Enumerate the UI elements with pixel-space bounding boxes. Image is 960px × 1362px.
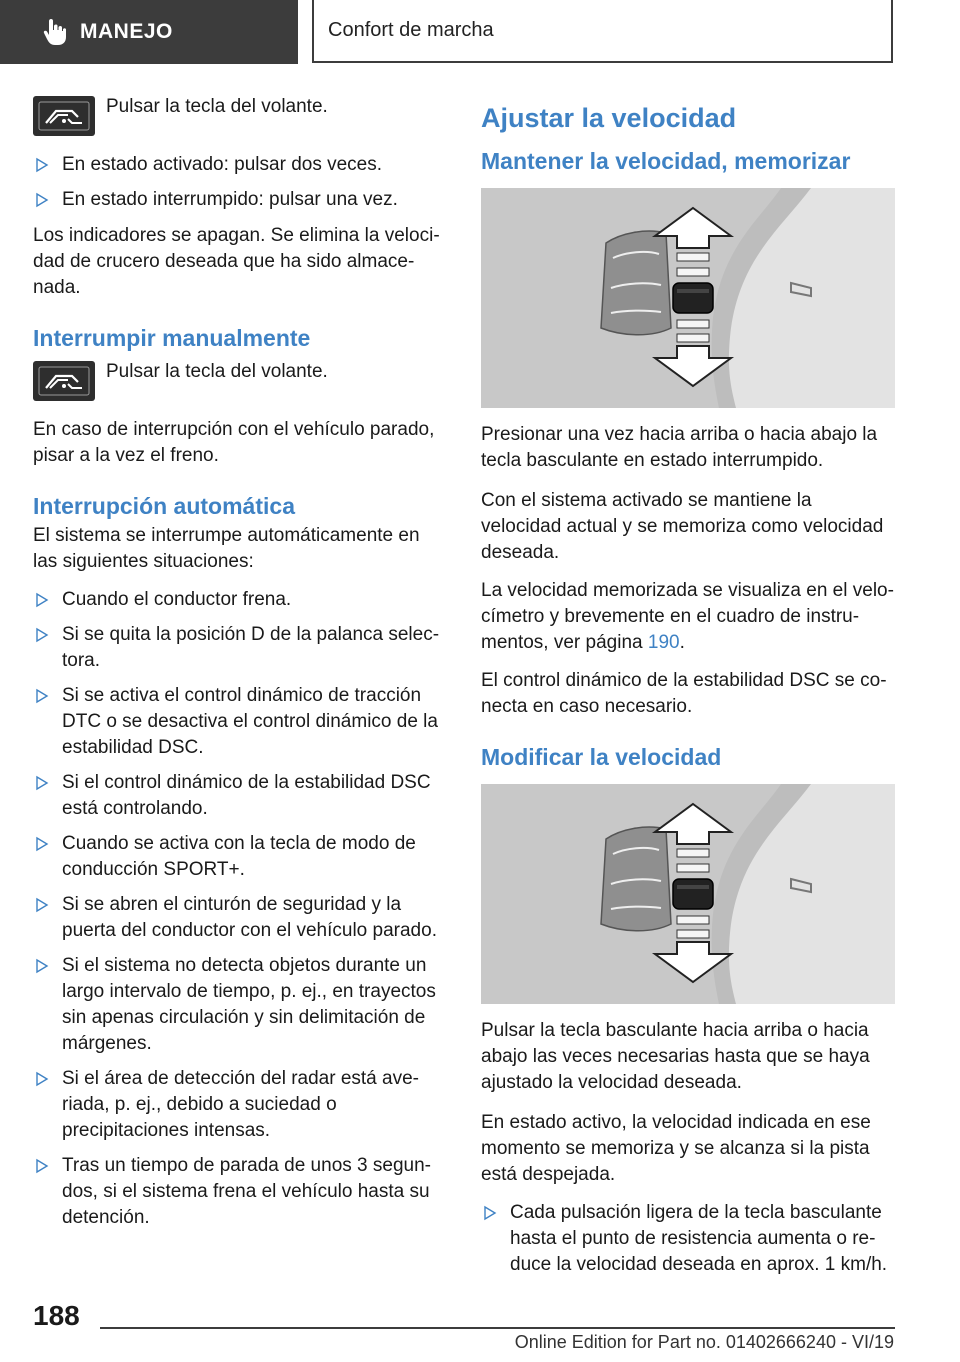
heading-manual: Interrumpir manualmente	[33, 325, 311, 351]
keep-paragraph-2: Con el sistema activado se mantiene la velocidad actual y se memoriza como velocidad deseada.	[481, 490, 884, 563]
triangle-bullet-icon	[35, 190, 49, 210]
list-item: Si se quita la posición D de la palanca selectora.	[33, 622, 440, 674]
keep-paragraph-4: El control dinámico de la estabilidad DSC se conecta en caso necesario.	[481, 670, 887, 717]
keep-paragraph-1: Presionar una vez hacia arriba o hacia abajo la tecla basculante en estado interrumpido.	[481, 424, 878, 471]
section-title: MANEJO	[80, 20, 173, 43]
triangle-bullet-icon	[35, 895, 49, 915]
triangle-bullet-icon	[35, 834, 49, 854]
steering-wheel-figure-2	[481, 784, 895, 1004]
page-header	[0, 0, 960, 66]
triangle-bullet-icon	[35, 1156, 49, 1176]
list-item: En estado interrumpido: pulsar una vez.	[33, 187, 440, 213]
press-wheel-text: Pulsar la tecla del volante.	[106, 96, 328, 117]
auto-intro: El sistema se interrumpe automáticamente en las siguientes situaciones:	[33, 525, 420, 572]
list-item: En estado activado: pulsar dos veces.	[33, 152, 440, 178]
heading-adjust: Ajustar la velocidad	[481, 103, 737, 133]
modify-paragraph-1: Pulsar la tecla basculante hacia arriba o hacia abajo las veces necesarias hasta que se haya ajustado la velocidad deseada.	[481, 1020, 870, 1093]
section-tab	[0, 0, 298, 64]
triangle-bullet-icon	[35, 625, 49, 645]
edition-text: Online Edition for Part no. 01402666240 - VI/19	[514, 1332, 894, 1352]
triangle-bullet-icon	[35, 155, 49, 175]
list-item: Cada pulsación ligera de la tecla basculante hasta el punto de resistencia aumenta o reduce la velocidad deseada en aprox. 1 km/h.	[481, 1200, 897, 1278]
list-item: Cuando el conductor frena.	[33, 587, 440, 613]
triangle-bullet-icon	[35, 956, 49, 976]
steering-wheel-figure-1	[481, 188, 895, 408]
heading-modify: Modificar la velocidad	[481, 744, 722, 770]
press-wheel-line-2	[33, 361, 440, 401]
footer-rule	[100, 1327, 895, 1329]
auto-list	[33, 587, 440, 1231]
list-item: Si el área de detección del radar está averiada, p. ej., debido a suciedad o precipitaciones intensas.	[33, 1066, 440, 1144]
cruise-control-button-icon	[33, 361, 95, 401]
press-wheel-line	[33, 96, 440, 136]
list-item: Cuando se activa con la tecla de modo de conducción SPORT+.	[33, 831, 440, 883]
page-link[interactable]: 190	[647, 632, 680, 653]
left-column	[33, 96, 440, 1241]
keep-paragraph-3: La velocidad memorizada se visualiza en el velocímetro y brevemente en el cuadro de instrumentos, ver página 190.	[481, 580, 894, 653]
list-item: Tras un tiempo de parada de unos 3 segundos, si el sistema frena el vehículo hasta su detención.	[33, 1153, 440, 1231]
manual-paragraph: En caso de interrupción con el vehículo parado, pisar a la vez el freno.	[33, 419, 435, 466]
page-number: 188	[33, 1300, 80, 1331]
list-item: Si se activa el control dinámico de tracción DTC o se desactiva el control dinámico de la estabilidad DSC.	[33, 683, 440, 761]
right-column	[481, 96, 897, 1288]
list-item: Si se abren el cinturón de seguridad y la puerta del conductor con el vehículo parado.	[33, 892, 440, 944]
chapter-title: Confort de marcha	[328, 19, 494, 41]
indicators-paragraph: Los indicadores se apagan. Se elimina la velocidad de crucero deseada que ha sido almacenada.	[33, 225, 440, 298]
page-footer	[0, 1290, 960, 1362]
triangle-bullet-icon	[35, 590, 49, 610]
state-list	[33, 152, 440, 213]
chapter-box	[312, 0, 893, 63]
steering-wheel-illustration	[481, 784, 895, 1004]
cruise-control-button-icon	[33, 96, 95, 136]
hand-icon	[42, 17, 68, 47]
triangle-bullet-icon	[483, 1203, 497, 1223]
steering-wheel-illustration	[481, 188, 895, 408]
heading-auto: Interrupción automática	[33, 493, 295, 519]
triangle-bullet-icon	[35, 773, 49, 793]
press-wheel-text-2: Pulsar la tecla del volante.	[106, 361, 328, 382]
triangle-bullet-icon	[35, 1069, 49, 1089]
list-item: Si el control dinámico de la estabilidad DSC está controlando.	[33, 770, 440, 822]
heading-keep: Mantener la velocidad, memorizar	[481, 148, 851, 174]
modify-paragraph-2: En estado activo, la velocidad indicada en ese momento se memoriza y se alcanza si la pista está despejada.	[481, 1112, 871, 1185]
modify-list	[481, 1200, 897, 1278]
triangle-bullet-icon	[35, 686, 49, 706]
list-item: Si el sistema no detecta objetos durante un largo intervalo de tiempo, p. ej., en trayectos sin apenas circulación y sin delimitación de márgenes.	[33, 953, 440, 1057]
